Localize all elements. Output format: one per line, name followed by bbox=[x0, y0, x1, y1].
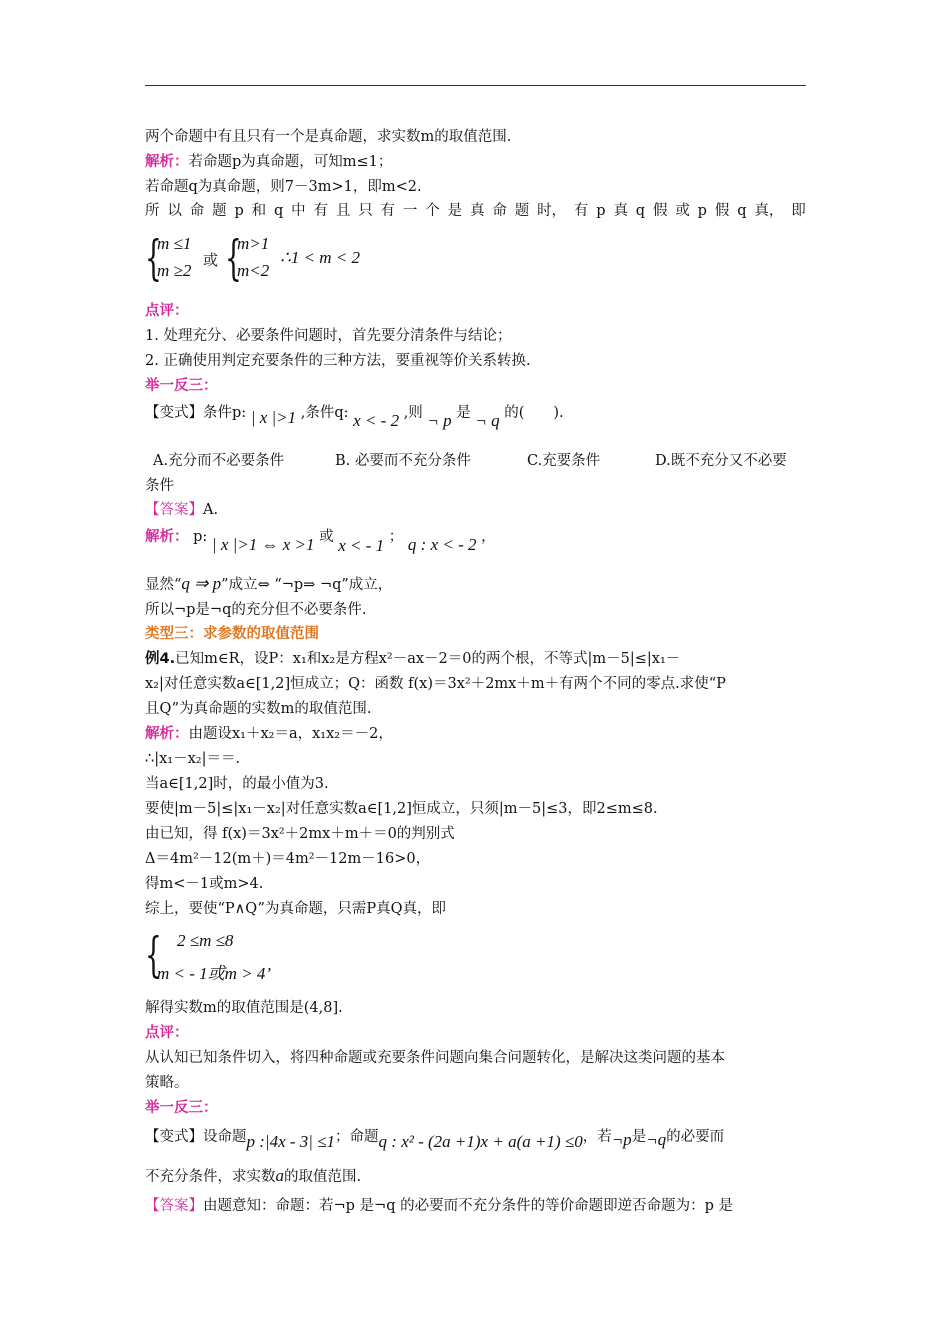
text-span: 真 bbox=[469, 203, 485, 219]
text-span: ,条件q: bbox=[300, 405, 349, 421]
math-expression: q ⇒ p bbox=[181, 574, 222, 593]
text-span: 假 bbox=[652, 203, 668, 219]
text-span: 的取值范围. bbox=[284, 1169, 362, 1185]
text-span: 【变式】设命题 bbox=[145, 1129, 247, 1145]
text-span: 只 bbox=[358, 203, 373, 219]
text-span: q bbox=[273, 203, 284, 219]
text-span: 不充分条件，求实数 bbox=[145, 1169, 276, 1185]
text-span: 真， bbox=[754, 203, 784, 219]
left-brace: { bbox=[145, 230, 162, 286]
text-span: ,则 bbox=[403, 405, 423, 421]
math-expression: ¬q bbox=[646, 1130, 667, 1149]
section-heading bbox=[145, 624, 319, 644]
math-expression: m>1 bbox=[237, 234, 270, 253]
math-expression: q : x² - (2a +1)x + a(a +1) ≤0 bbox=[378, 1132, 583, 1151]
text-line: 当a∈[1,2]时，的最小值为3. bbox=[145, 776, 329, 792]
text-span: 题 bbox=[514, 203, 530, 219]
section-title: 类型三：求参数的取值范围 bbox=[145, 626, 319, 642]
text-line: 1. 处理充分、必要条件问题时，首先要分清条件与结论； bbox=[145, 328, 512, 344]
math-expression: m<2 bbox=[237, 261, 270, 280]
review-label: 点评： bbox=[145, 303, 189, 319]
text-span: p bbox=[234, 203, 244, 219]
text-span: ， bbox=[481, 529, 496, 545]
text-span: 即 bbox=[791, 203, 806, 219]
text-span: 显然“ bbox=[145, 577, 182, 593]
text-line bbox=[145, 574, 392, 595]
math-expression: ¬ p bbox=[427, 411, 452, 430]
text-line: 2. 正确使用判定充要条件的三种方法，要重视等价关系转换. bbox=[145, 353, 531, 369]
equation-system-1 bbox=[145, 228, 545, 292]
text-line: 两个命题中有且只有一个是真命题，求实数m的取值范围. bbox=[145, 129, 512, 145]
text-span: 由题设x₁＋x₂＝a，x₁x₂＝－2， bbox=[188, 726, 393, 742]
analysis-label: 解析： bbox=[145, 726, 189, 742]
option-b: B. 必要而不充分条件 bbox=[335, 453, 471, 469]
text-span: 由题意知：命题：若¬p 是¬q 的必要而不充分条件的等价命题即逆否命题为：p 是 bbox=[203, 1198, 733, 1214]
text-line bbox=[145, 1196, 733, 1216]
math-expression: m ≥2 bbox=[157, 261, 192, 280]
text-span: p bbox=[697, 203, 707, 219]
text-line: 得m<－1或m>4. bbox=[145, 876, 264, 892]
answer-label: 【答案】 bbox=[145, 502, 203, 518]
text-span: 有 bbox=[573, 203, 589, 219]
text-span: 个 bbox=[425, 203, 440, 219]
text-span: 或 bbox=[675, 203, 690, 219]
math-expression: x < - 1 bbox=[338, 536, 385, 555]
text-span: 是 bbox=[447, 203, 463, 219]
math-expression: p :|4x - 3| ≤1 bbox=[246, 1132, 336, 1151]
math-expression: q : x < - 2 bbox=[407, 535, 477, 554]
option-a: A.充分而不必要条件 bbox=[153, 453, 285, 469]
text-span: 的( ). bbox=[504, 405, 564, 421]
option-c: C.充要条件 bbox=[527, 453, 601, 469]
text-line: 从认知已知条件切入，将四种命题或充要条件问题向集合问题转化，是解决这类问题的基本 bbox=[145, 1050, 725, 1066]
text-span: ，若 bbox=[582, 1129, 612, 1145]
text-span: 命 bbox=[189, 203, 205, 219]
variant-question bbox=[145, 1126, 724, 1156]
text-line: ∴|x₁－x₂|＝＝. bbox=[145, 751, 241, 767]
text-span: 中 bbox=[291, 203, 306, 219]
text-span: 和 bbox=[251, 203, 267, 219]
math-expression: ∴1 < m < 2 bbox=[280, 248, 361, 267]
math-expression: x < - 2 bbox=[353, 411, 400, 430]
text-line bbox=[145, 1098, 218, 1118]
solution-line bbox=[145, 526, 496, 562]
text-line bbox=[145, 301, 189, 321]
text-span: 若命题p为真命题，可知m≤1； bbox=[188, 154, 393, 170]
text-line: x₂|对任意实数a∈[1,2]恒成立；Q：函数 f(x)＝3x²＋2mx＋m＋有两个不同的零点.求使“P bbox=[145, 676, 726, 692]
text-line bbox=[145, 649, 680, 669]
text-line bbox=[145, 500, 218, 520]
math-expression: | x |>1 ⇔ x >1 bbox=[211, 535, 315, 554]
equation-system-2 bbox=[145, 925, 445, 989]
text-line bbox=[145, 1023, 189, 1043]
left-brace: { bbox=[225, 230, 242, 286]
math-expression: 2 ≤m ≤8 bbox=[177, 931, 234, 950]
text-span: 是 bbox=[456, 405, 471, 421]
text-span: 所 bbox=[145, 203, 160, 219]
justified-line bbox=[145, 201, 806, 221]
header-rule bbox=[145, 85, 806, 86]
option-d: D.既不充分又不必要 bbox=[655, 453, 787, 469]
text-span: 有 bbox=[313, 203, 328, 219]
text-line: 若命题q为真命题，则7－3m>1，即m<2. bbox=[145, 179, 422, 195]
practice-label: 举一反三： bbox=[145, 378, 218, 394]
or-text: 或 bbox=[319, 529, 334, 545]
math-expression: m < - 1或m > 4’ bbox=[157, 964, 272, 983]
text-line bbox=[145, 152, 392, 172]
text-span: 有 bbox=[380, 203, 396, 219]
answer-label: 【答案】 bbox=[145, 1198, 203, 1214]
practice-label: 举一反三： bbox=[145, 1100, 218, 1116]
math-expression: m ≤1 bbox=[157, 234, 192, 253]
text-span: A. bbox=[203, 502, 219, 518]
review-label: 点评： bbox=[145, 1025, 189, 1041]
text-span: 【变式】条件p: bbox=[145, 405, 247, 421]
text-span: 命 bbox=[492, 203, 507, 219]
math-expression: ¬p bbox=[611, 1130, 632, 1149]
text-span: 真 bbox=[613, 203, 628, 219]
text-line bbox=[145, 1166, 361, 1187]
text-line: 且Q”为真命题的实数m的取值范围. bbox=[145, 701, 372, 717]
variant-question bbox=[145, 402, 564, 436]
text-span: 假 bbox=[714, 203, 730, 219]
example-label: 例4. bbox=[145, 651, 176, 667]
math-expression: ¬ q bbox=[475, 411, 500, 430]
text-line: 所以¬p是¬q的充分但不必要条件. bbox=[145, 602, 367, 618]
text-span: 且 bbox=[335, 203, 351, 219]
math-expression: | x |>1 bbox=[250, 408, 297, 427]
text-span: p bbox=[596, 203, 606, 219]
text-span: 时， bbox=[537, 203, 567, 219]
text-line bbox=[145, 724, 393, 744]
text-span: 一 bbox=[402, 203, 418, 219]
text-span: 的必要而 bbox=[666, 1129, 725, 1145]
or-text: 或 bbox=[203, 251, 219, 269]
text-span: 是 bbox=[631, 1129, 647, 1145]
left-brace: { bbox=[145, 927, 162, 983]
text-line: 综上，要使“P∧Q”为真命题，只需P真Q真，即 bbox=[145, 901, 446, 917]
text-line: 解得实数m的取值范围是(4,8]. bbox=[145, 1000, 343, 1016]
text-span: 已知m∈R，设P：x₁和x₂是方程x²－ax－2＝0的两个根，不等式|m－5|≤|x₁－ bbox=[175, 651, 681, 667]
text-line: 策略。 bbox=[145, 1075, 189, 1091]
analysis-label: 解析： bbox=[145, 529, 189, 545]
text-span: p: bbox=[193, 529, 208, 545]
text-line: 要使|m－5|≤|x₁－x₂|对任意实数a∈[1,2]恒成立，只须|m－5|≤3，即2≤m≤8. bbox=[145, 801, 658, 817]
text-span: 以 bbox=[167, 203, 182, 219]
text-span: q bbox=[737, 203, 747, 219]
text-span: ”成立⇔ “¬p⇒ ¬q”成立， bbox=[221, 577, 393, 593]
text-span: 题 bbox=[212, 203, 227, 219]
text-span: ； bbox=[388, 529, 404, 545]
text-line: 条件 bbox=[145, 478, 174, 494]
text-line bbox=[145, 376, 218, 396]
math-expression: a bbox=[275, 1166, 284, 1185]
text-span: q bbox=[635, 203, 646, 219]
analysis-label: 解析： bbox=[145, 154, 189, 170]
text-span: ；命题 bbox=[335, 1129, 379, 1145]
text-line: Δ＝4m²－12(m＋)＝4m²－12m－16>0， bbox=[145, 851, 431, 867]
text-line: 由已知，得 f(x)＝3x²＋2mx＋m＋＝0的判别式 bbox=[145, 826, 455, 842]
